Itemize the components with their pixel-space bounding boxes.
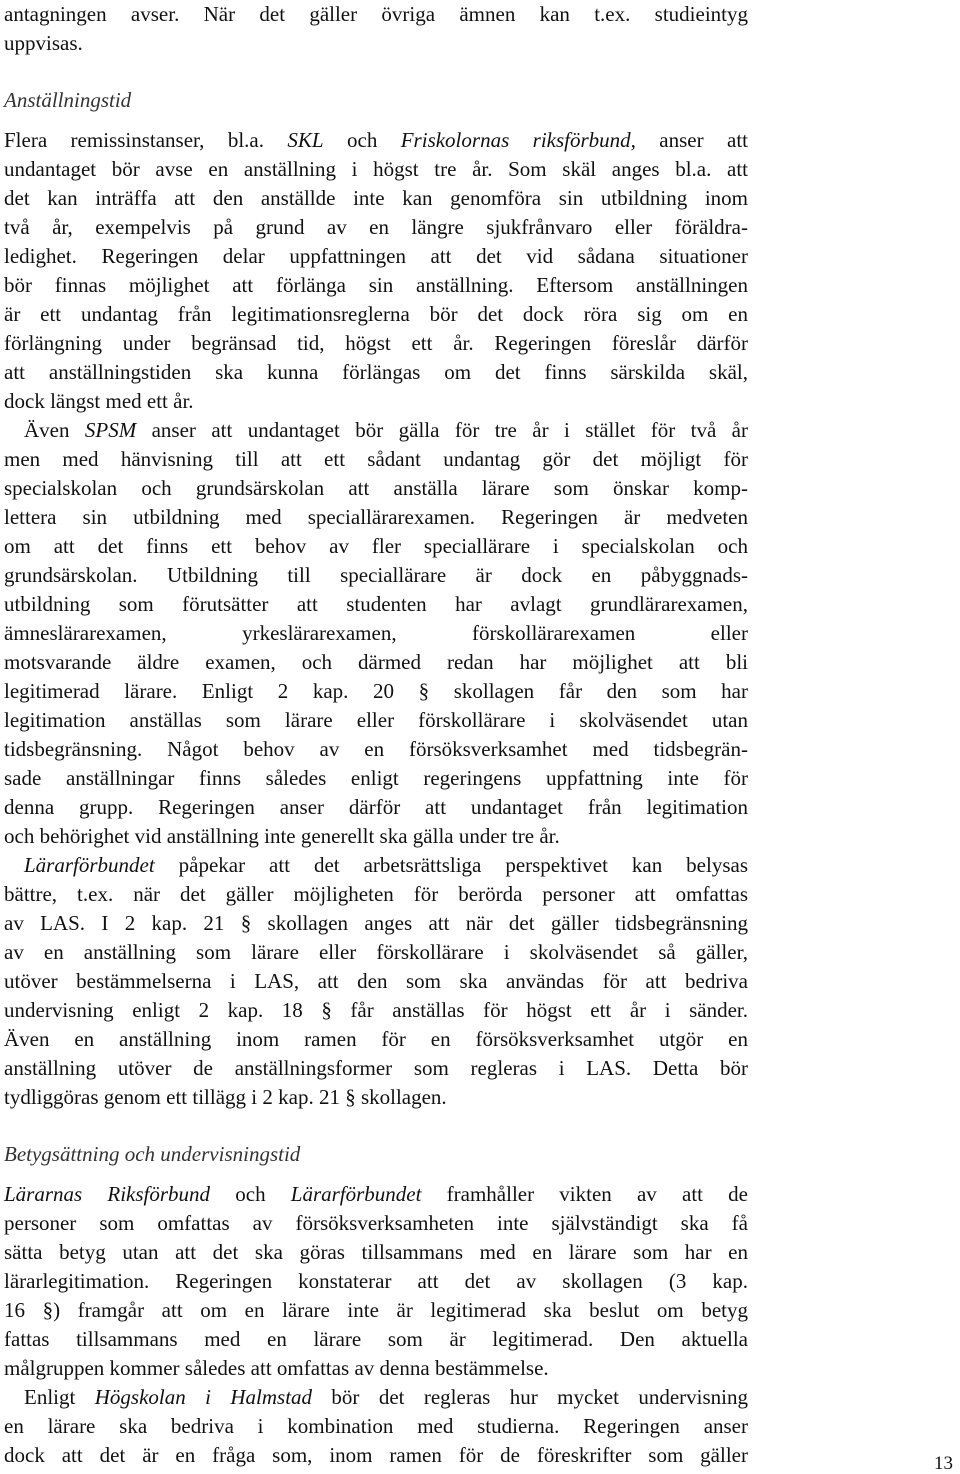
text-line: denna grupp. Regeringen anser därför att undantaget från legitimation [4,795,748,819]
text-line: av LAS. I 2 kap. 21 § skollagen anges att när det gäller tidsbegränsning [4,911,748,935]
text-line: Även en anställning inom ramen för en försöksverksamhet utgör en [4,1027,748,1051]
text-line: antagningen avser. När det gäller övriga ämnen kan t.ex. studieintyg [4,2,748,26]
text-line: grundsärskolan. Utbildning till speciallärare är dock en påbyggnads- [4,563,748,587]
text-line: undantaget bör avse en anställning i högst tre år. Som skäl anges bl.a. att [4,157,748,181]
text-line: 16 §) framgår att om en lärare inte är legitimerad ska beslut om betyg [4,1298,748,1322]
text-line: dock längst med ett år. [4,389,194,413]
text-line: sade anställningar finns således enligt regeringens uppfattning inte för [4,766,748,790]
text-line: det kan inträffa att den anställde inte kan genomföra sin utbildning inom [4,186,748,210]
text-line: tydliggöras genom ett tillägg i 2 kap. 21 § skollagen. [4,1085,447,1109]
text-line: av en anställning som lärare eller förskollärare i skolväsendet så gäller, [4,940,748,964]
text-line: Lärarförbundet påpekar att det arbetsrättsliga perspektivet kan belysas [24,853,748,877]
text-line: undervisning enligt 2 kap. 18 § får anställas för högst ett år i sänder. [4,998,748,1022]
text-line: Även SPSM anser att undantaget bör gälla för tre år i stället för två år [24,418,748,442]
section-heading-anstallningstid: Anställningstid [4,88,132,112]
text-line: förlängning under begränsad tid, högst ett år. Regeringen föreslår därför [4,331,748,355]
page-number: 13 [934,1453,953,1474]
text-line: men med hänvisning till att ett sådant undantag gör det möjligt för [4,447,748,471]
text-line: lärarlegitimation. Regeringen konstaterar att det av skollagen (3 kap. [4,1269,748,1293]
text-line: två år, exempelvis på grund av en längre sjukfrånvaro eller föräldra- [4,215,748,239]
text-line: och behörighet vid anställning inte generellt ska gälla under tre år. [4,824,560,848]
text-line: att anställningstiden ska kunna förlängas om det finns särskilda skäl, [4,360,748,384]
text-line: motsvarande äldre examen, och därmed redan har möjlighet att bli [4,650,748,674]
text-line: lettera sin utbildning med speciallärarexamen. Regeringen är medveten [4,505,748,529]
text-line: en lärare ska bedriva i kombination med studierna. Regeringen anser [4,1414,748,1438]
text-line: personer som omfattas av försöksverksamheten inte självständigt ska få [4,1211,748,1235]
text-line: uppvisas. [4,31,83,55]
section-heading-betygsattning: Betygsättning och undervisningstid [4,1142,301,1166]
text-line: ledighet. Regeringen delar uppfattningen att det vid sådana situationer [4,244,748,268]
text-line: bättre, t.ex. när det gäller möjligheten för berörda personer att omfattas [4,882,748,906]
text-line: tidsbegränsning. Något behov av en försöksverksamhet med tidsbegrän- [4,737,748,761]
text-line: om att det finns ett behov av fler speciallärare i specialskolan och [4,534,748,558]
text-line: dock att det är en fråga som, inom ramen för de föreskrifter som gäller [4,1443,748,1467]
text-line: är ett undantag från legitimationsreglerna bör det dock röra sig om en [4,302,748,326]
text-line: fattas tillsammans med en lärare som är legitimerad. Den aktuella [4,1327,748,1351]
text-line: bör finnas möjlighet att förlänga sin anställning. Eftersom anställningen [4,273,748,297]
text-line: Flera remissinstanser, bl.a. SKL och Friskolornas riksförbund, anser att [4,128,749,152]
text-line: sätta betyg utan att det ska göras tillsammans med en lärare som har en [4,1240,748,1264]
text-line: ämneslärarexamen, yrkeslärarexamen, förskollärarexamen eller [4,621,748,645]
text-line: legitimerad lärare. Enligt 2 kap. 20 § skollagen får den som har [4,679,748,703]
text-line: utbildning som förutsätter att studenten har avlagt grundlärarexamen, [4,592,748,616]
text-line: utöver bestämmelserna i LAS, att den som ska användas för att bedriva [4,969,748,993]
text-line: Lärarnas Riksförbund och Lärarförbundet framhåller vikten av att de [4,1182,749,1206]
text-line: specialskolan och grundsärskolan att anställa lärare som önskar komp- [4,476,748,500]
text-line: målgruppen kommer således att omfattas av denna bestämmelse. [4,1356,549,1380]
text-line: anställning utöver de anställningsformer som regleras i LAS. Detta bör [4,1056,748,1080]
text-line: Enligt Högskolan i Halmstad bör det regleras hur mycket undervisning [24,1385,748,1409]
text-line: legitimation anställas som lärare eller förskollärare i skolväsendet utan [4,708,748,732]
